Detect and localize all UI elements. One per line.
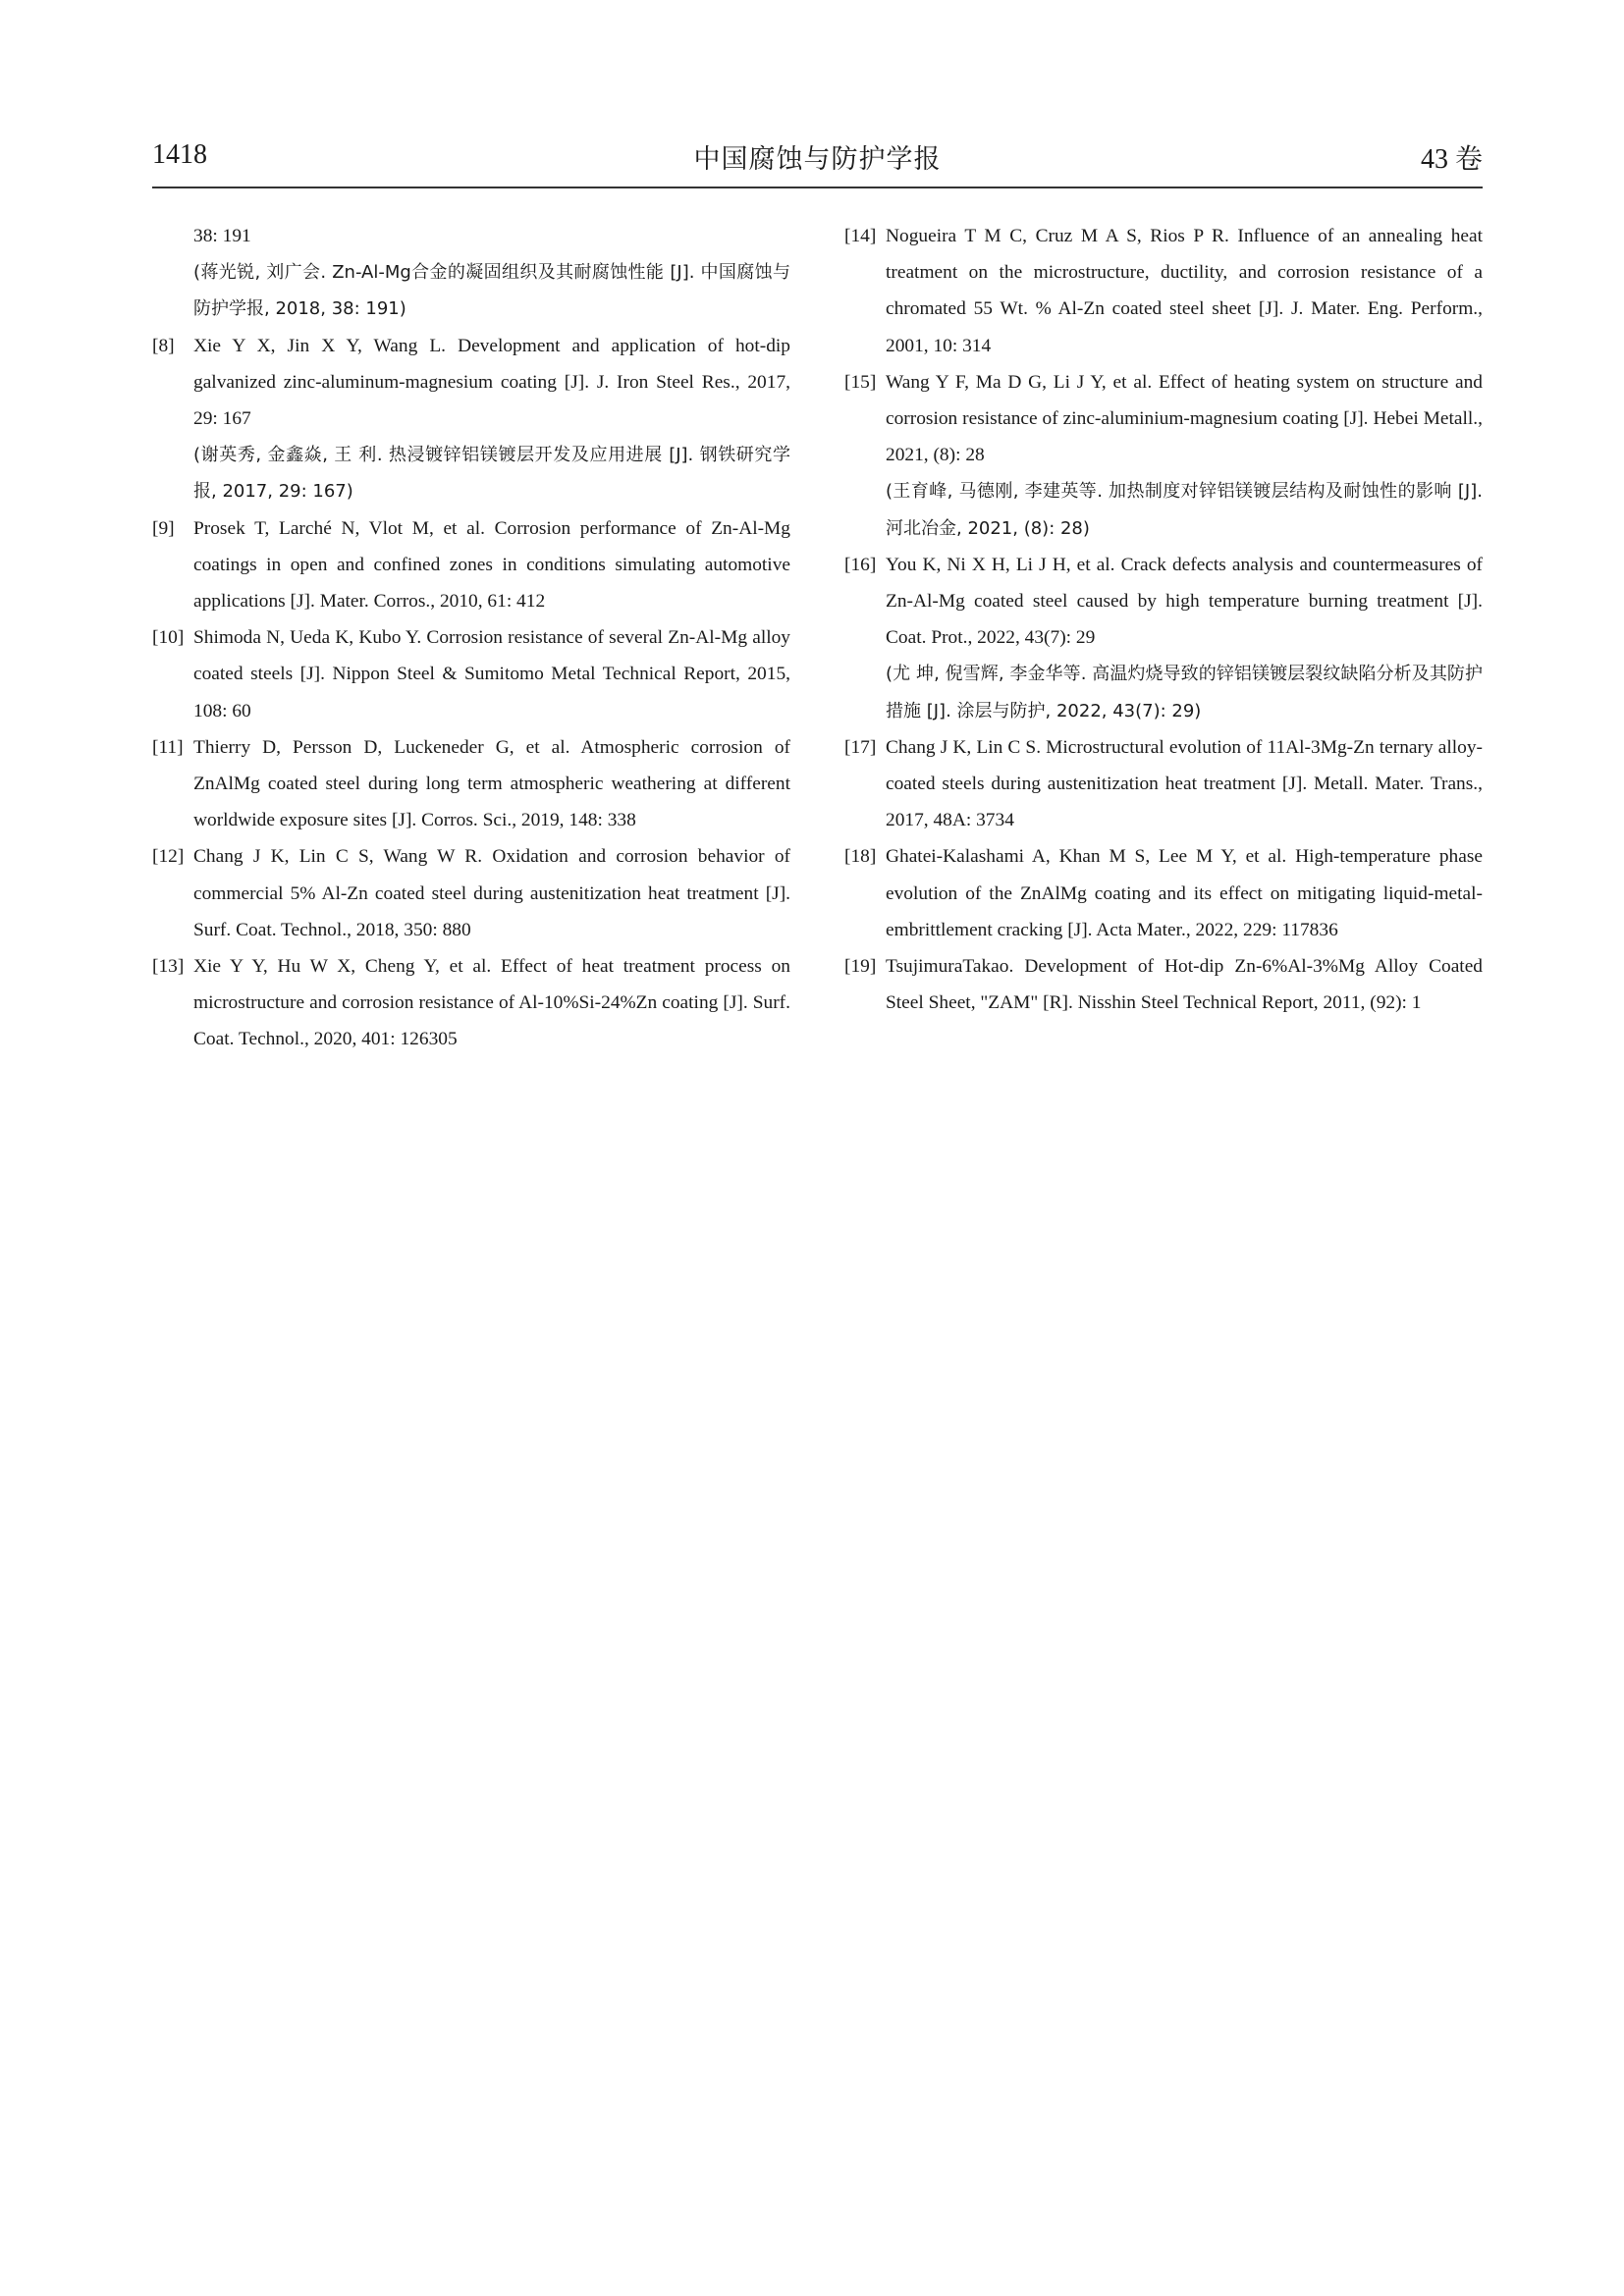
reference-item [152, 729, 790, 839]
reference-label: [13] [152, 956, 185, 978]
reference-item [844, 364, 1483, 547]
reference-label: [9] [152, 517, 175, 539]
reference-text-cn: (王育峰, 马德刚, 李建英等. 加热制度对锌铝镁镀层结构及耐蚀性的影响 [J]. 河北冶金, 2021, (8): 28) [886, 481, 1483, 539]
page-header [152, 137, 1483, 188]
reference-label: [11] [152, 736, 184, 758]
reference-item [844, 218, 1483, 364]
reference-text: 38: 191 [193, 226, 251, 246]
reference-text: Xie Y Y, Hu W X, Cheng Y, et al. Effect of heat treatment process on microstructure and corrosion resistance of Al-10%Si-24%Zn coating [J]. Surf. Coat. Technol., 2020, 401: 126305 [193, 956, 790, 1050]
volume-label: 43 卷 [1420, 144, 1483, 175]
reference-text-cn: (尤 坤, 倪雪辉, 李金华等. 高温灼烧导致的锌铝镁镀层裂纹缺陷分析及其防护措施 [J]. 涂层与防护, 2022, 43(7): 29) [886, 664, 1483, 721]
reference-column-left [152, 218, 790, 1058]
reference-item [152, 838, 790, 948]
reference-item [152, 328, 790, 510]
reference-text: Xie Y X, Jin X Y, Wang L. Development and application of hot-dip galvanized zinc-aluminum-magnesium coating [J]. J. Iron Steel Res., 2017, 29: 167 [193, 335, 790, 430]
reference-continuation [152, 218, 790, 328]
reference-label: [15] [844, 371, 877, 393]
reference-item [152, 510, 790, 620]
reference-text: Shimoda N, Ueda K, Kubo Y. Corrosion resistance of several Zn-Al-Mg alloy coated steels [J]. Nippon Steel & Sumitomo Metal Technical Report, 2015, 108: 60 [193, 627, 790, 721]
reference-label: [16] [844, 554, 877, 575]
reference-text-cn: (谢英秀, 金鑫焱, 王 利. 热浸镀锌铝镁镀层开发及应用进展 [J]. 钢铁研究学报, 2017, 29: 167) [193, 445, 790, 503]
reference-text: Wang Y F, Ma D G, Li J Y, et al. Effect of heating system on structure and corrosion resistance of zinc-aluminium-magnesium coating [J]. Hebei Metall., 2021, (8): 28 [886, 371, 1483, 466]
reference-item [844, 547, 1483, 729]
reference-text: Nogueira T M C, Cruz M A S, Rios P R. Influence of an annealing heat treatment on the microstructure, ductility, and corrosion resistance of a chromated 55 Wt. % Al-Zn coated steel sheet [J]. J. Mater. Eng. Perform., 2001, 10: 314 [886, 226, 1483, 356]
reference-text-cn: (蒋光锐, 刘广会. Zn-Al-Mg合金的凝固组织及其耐腐蚀性能 [J]. 中国腐蚀与防护学报, 2018, 38: 191) [193, 262, 790, 320]
reference-item [844, 948, 1483, 1021]
page-number: 1418 [152, 139, 207, 170]
reference-text: Prosek T, Larché N, Vlot M, et al. Corrosion performance of Zn-Al-Mg coatings in open and confined zones in conditions simulating automotive applications [J]. Mater. Corros., 2010, 61: 412 [193, 517, 790, 613]
reference-item [152, 948, 790, 1058]
reference-text: Thierry D, Persson D, Luckeneder G, et al. Atmospheric corrosion of ZnAlMg coated steel during long term atmospheric weathering at different worldwide exposure sites [J]. Corros. Sci., 2019, 148: 338 [193, 736, 790, 831]
reference-text: You K, Ni X H, Li J H, et al. Crack defects analysis and countermeasures of Zn-Al-Mg coated steel caused by high temperature burning treatment [J]. Coat. Prot., 2022, 43(7): 29 [886, 554, 1483, 649]
reference-label: [10] [152, 627, 185, 649]
reference-text: Chang J K, Lin C S, Wang W R. Oxidation and corrosion behavior of commercial 5% Al-Zn coated steel during austenitization heat treatment [J]. Surf. Coat. Technol., 2018, 350: 880 [193, 846, 790, 940]
journal-title: 中国腐蚀与防护学报 [693, 144, 942, 175]
reference-label: [8] [152, 335, 175, 356]
reference-label: [12] [152, 846, 185, 868]
reference-text: Chang J K, Lin C S. Microstructural evolution of 11Al-3Mg-Zn ternary alloy-coated steels during austenitization heat treatment [J]. Metall. Mater. Trans., 2017, 48A: 3734 [886, 736, 1483, 831]
reference-label: [17] [844, 736, 877, 758]
reference-label: [14] [844, 226, 877, 246]
reference-label: [18] [844, 846, 877, 868]
reference-text: TsujimuraTakao. Development of Hot-dip Zn-6%Al-3%Mg Alloy Coated Steel Sheet, "ZAM" [R]. Nisshin Steel Technical Report, 2011, (92): 1 [886, 956, 1483, 1014]
reference-text: Ghatei-Kalashami A, Khan M S, Lee M Y, et al. High-temperature phase evolution of the ZnAlMg coating and its effect on mitigating liquid-metal-embrittlement cracking [J]. Acta Mater., 2022, 229: 117836 [886, 846, 1483, 940]
reference-item [844, 838, 1483, 948]
reference-item [844, 729, 1483, 839]
reference-column-right [844, 218, 1483, 1021]
reference-label: [19] [844, 956, 877, 978]
reference-item [152, 619, 790, 729]
